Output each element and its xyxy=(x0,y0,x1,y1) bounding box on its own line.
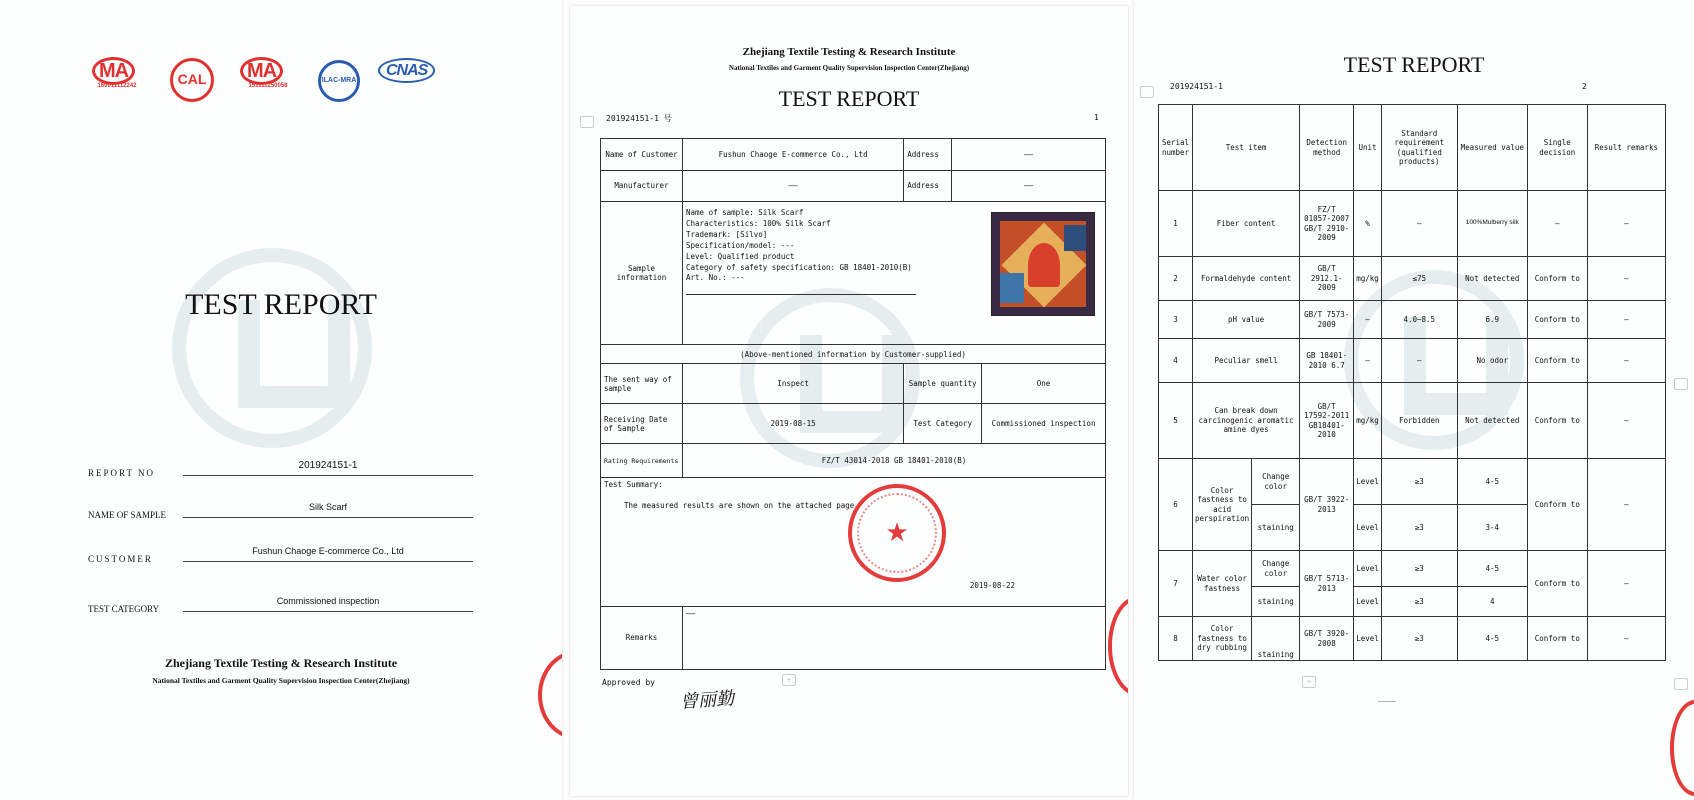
page2-center: National Textiles and Garment Quality Supervision Inspection Center(Zhejiang) xyxy=(728,64,970,72)
page3-title: TEST REPORT xyxy=(1343,52,1485,77)
table-row: 1 Fiber content FZ/T 01057-2007 GB/T 2910-2009 % — 100%Mulberry silk — — xyxy=(1159,191,1666,257)
cover-institute: Zhejiang Textile Testing & Research Institute xyxy=(164,656,398,670)
table-row: 5 Can break down carcinogenic aromatic amine dyes GB/T 17592-2011 GB18401-2010 mg/kg Forbidden Not detected Conform to — xyxy=(1159,383,1666,459)
page-handle-bottom[interactable]: + xyxy=(782,674,796,686)
footer-mark: —— xyxy=(1378,696,1396,706)
table-row: staining Level ≥3 3-4 xyxy=(1159,505,1666,551)
table-row: 8 Color fastness to dry rubbing staining GB/T 3920-2008 Level ≥3 4-5 Conform to — xyxy=(1159,617,1666,661)
report-number: 201924151-1 xyxy=(1170,82,1223,91)
cma-logo-1: MA 160011112242 xyxy=(92,60,142,100)
table-row: 6 Color fastness to acid perspiration Change color GB/T 3922-2013 Level ≥3 4-5 Conform to — xyxy=(1159,459,1666,505)
official-stamp: ★ xyxy=(848,484,946,582)
cma-logo-2: MA 151111250058 xyxy=(240,60,296,100)
test-results-table xyxy=(1158,104,1666,661)
table-header-row: Serial number Test item Detection method Unit Standard requirement (qualified products) Measured value Single decision Result remarks xyxy=(1159,105,1666,191)
watermark-logo xyxy=(172,248,372,448)
approver-signature: 曾丽勤 xyxy=(679,688,735,712)
page-number: 1 xyxy=(1094,113,1099,122)
table-row: 2 Formaldehyde content GB/T 2912.1-2009 mg/kg ≤75 Not detected Conform to — xyxy=(1159,257,1666,301)
stamp-date: 2019-08-22 xyxy=(969,580,1015,590)
table-row: staining Level ≥3 4 xyxy=(1159,587,1666,617)
partial-stamp-right xyxy=(1670,700,1694,796)
page-handle-right[interactable] xyxy=(1674,378,1688,390)
cnas-logo: CNAS xyxy=(378,62,458,102)
sample-info-cell: Name of sample: Silk Scarf Characteristics: 100% Silk Scarf Trademark: [Silvo] Specification/model: --- Level: Qualified product Category of safety specification: GB 18401-2010(B) Art. No.: --- xyxy=(683,202,1106,345)
report-page-2 xyxy=(1134,0,1694,800)
page2-institute: Zhejiang Textile Testing & Research Institute xyxy=(742,46,956,58)
partial-stamp-right xyxy=(1108,596,1128,696)
ilac-mra-logo: ILAC-MRA xyxy=(318,60,360,102)
scarf-photo xyxy=(991,212,1095,316)
cal-logo: CAL xyxy=(170,58,214,102)
cover-title: TEST REPORT xyxy=(185,288,377,321)
report-info-table: Name of Customer Fushun Chaoge E-commerce Co., Ltd Address —— Manufacturer —— Address —— Sample information Name of sample: Silk Scarf Characteristics: 100% Silk Scarf Trademark: [Silvo] Specification/model: --- Level: Qualified product Category of safety specification: GB 18401-2010(B) Art. No.: --- (Above-mentioned information by Customer-supplied) The sent way of sample Inspect Sample quantity One Receiving Date of Sample 2019-08-15 Test Category Commissioned inspection Rating Requirements FZ/T 43014-2018 GB 18401-2010(B) Test Summary: The measured results are shown on the attached page. 2019-08-22 Remarks —— xyxy=(600,138,1106,670)
page-number: 2 xyxy=(1582,82,1587,91)
report-page-1 xyxy=(570,6,1128,796)
report-number: 201924151-1 号 xyxy=(606,114,672,123)
page-handle-left[interactable] xyxy=(1140,86,1154,98)
approved-by-label: Approved by xyxy=(602,678,655,687)
table-row: 4 Peculiar smell GB 18401-2010 6.7 — — No odor Conform to — xyxy=(1159,339,1666,383)
page2-title: TEST REPORT xyxy=(778,86,920,111)
table-row: 7 Water color fastness Change color GB/T 5713-2013 Level ≥3 4-5 Conform to — xyxy=(1159,551,1666,587)
page-handle-bottom[interactable]: + xyxy=(1302,676,1316,688)
test-summary-cell: Test Summary: The measured results are shown on the attached page. 2019-08-22 xyxy=(601,478,1106,607)
page-handle-left[interactable] xyxy=(580,116,594,128)
cover-page: MA 160011112242 CAL MA 151111250058 ILAC-MRA CNAS TEST REPORT REPORT NO 201924151-1 NAME OF SAMPLE Silk Scarf CUSTOMER Fushun Chaoge E-commerce Co., Ltd TEST CATEGORY Commissioned inspection Zhejiang Textile Testing & Research Institute National Textiles and Garment Quality Supervision Inspection Center(Zhejiang) xyxy=(0,0,562,800)
table-row: 3 pH value GB/T 7573-2009 — 4.0~8.5 6.9 Conform to — xyxy=(1159,301,1666,339)
cover-center: National Textiles and Garment Quality Supervision Inspection Center(Zhejiang) xyxy=(152,676,410,685)
page-handle-corner[interactable] xyxy=(1674,678,1688,690)
